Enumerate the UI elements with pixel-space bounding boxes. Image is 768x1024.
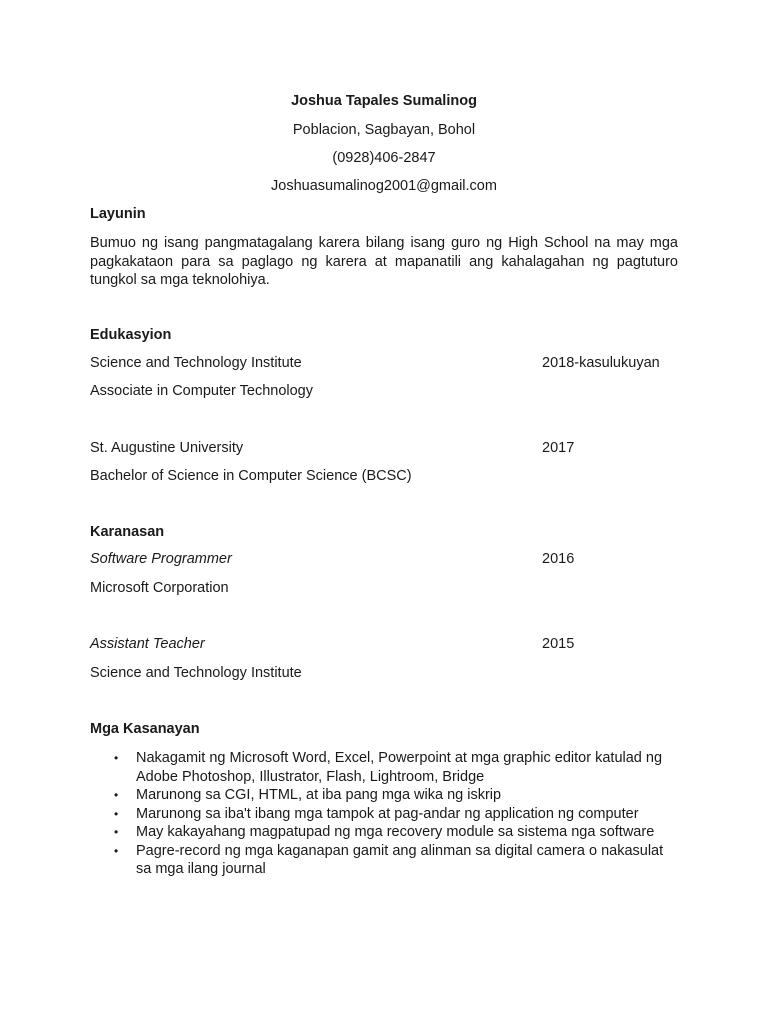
skill-text: Nakagamit ng Microsoft Word, Excel, Powerpoint at mga graphic editor katulad ng Adobe Photoshop, Illustrator, Flash, Lightroom, Bridge [136, 750, 663, 785]
experience-heading: Karanasan [90, 524, 165, 540]
experience-title: Software Programmer [90, 551, 232, 567]
education-school: St. Augustine University [90, 440, 244, 456]
bullet-icon: • [114, 788, 119, 802]
experience-year: 2016 [542, 551, 575, 567]
list-item [90, 842, 681, 879]
skills-list [90, 749, 690, 879]
experience-org: Science and Technology Institute [90, 665, 302, 681]
bullet-icon: • [114, 843, 119, 858]
skill-text: Marunong sa CGI, HTML, at iba pang mga wika ng iskrip [136, 787, 502, 803]
education-school: Science and Technology Institute [90, 355, 302, 371]
education-heading: Edukasyion [90, 327, 172, 343]
experience-year: 2015 [542, 636, 575, 652]
bullet-icon: • [114, 751, 119, 765]
education-year: 2018-kasulukuyan [542, 355, 660, 371]
skill-text: Pagre-record ng mga kaganapan gamit ang alinman sa digital camera o nakasulat sa mga ilang journal [136, 842, 664, 877]
skill-text: Marunong sa iba't ibang mga tampok at pag-andar ng application ng computer [136, 805, 639, 822]
experience-org: Microsoft Corporation [90, 580, 229, 596]
list-item [90, 823, 681, 842]
bullet-icon: • [114, 825, 119, 839]
list-item [90, 749, 681, 786]
education-year: 2017 [542, 440, 575, 456]
experience-title: Assistant Teacher [90, 636, 205, 652]
bullet-icon: • [114, 806, 119, 821]
education-degree: Associate in Computer Technology [90, 383, 313, 399]
education-degree: Bachelor of Science in Computer Science (BCSC) [90, 468, 412, 484]
list-item [90, 805, 681, 824]
skill-text: May kakayahang magpatupad ng mga recovery module sa sistema nga software [136, 824, 655, 840]
list-item [90, 786, 681, 805]
skills-heading: Mga Kasanayan [90, 721, 200, 737]
applicant-email: Joshuasumalinog2001@gmail.com [271, 178, 497, 194]
applicant-phone: (0928)406-2847 [332, 150, 436, 166]
objective-heading: Layunin [90, 206, 146, 222]
objective-text: Bumuo ng isang pangmatagalang karera bilang isang guro ng High School na may mga pagkakataon para sa paglago ng karera at mapanatili ang kahalagahan ng pagtuturo tungkol sa mga teknolohiya. [90, 235, 678, 288]
applicant-address: Poblacion, Sagbayan, Bohol [292, 122, 476, 138]
applicant-name: Joshua Tapales Sumalinog [291, 93, 477, 109]
